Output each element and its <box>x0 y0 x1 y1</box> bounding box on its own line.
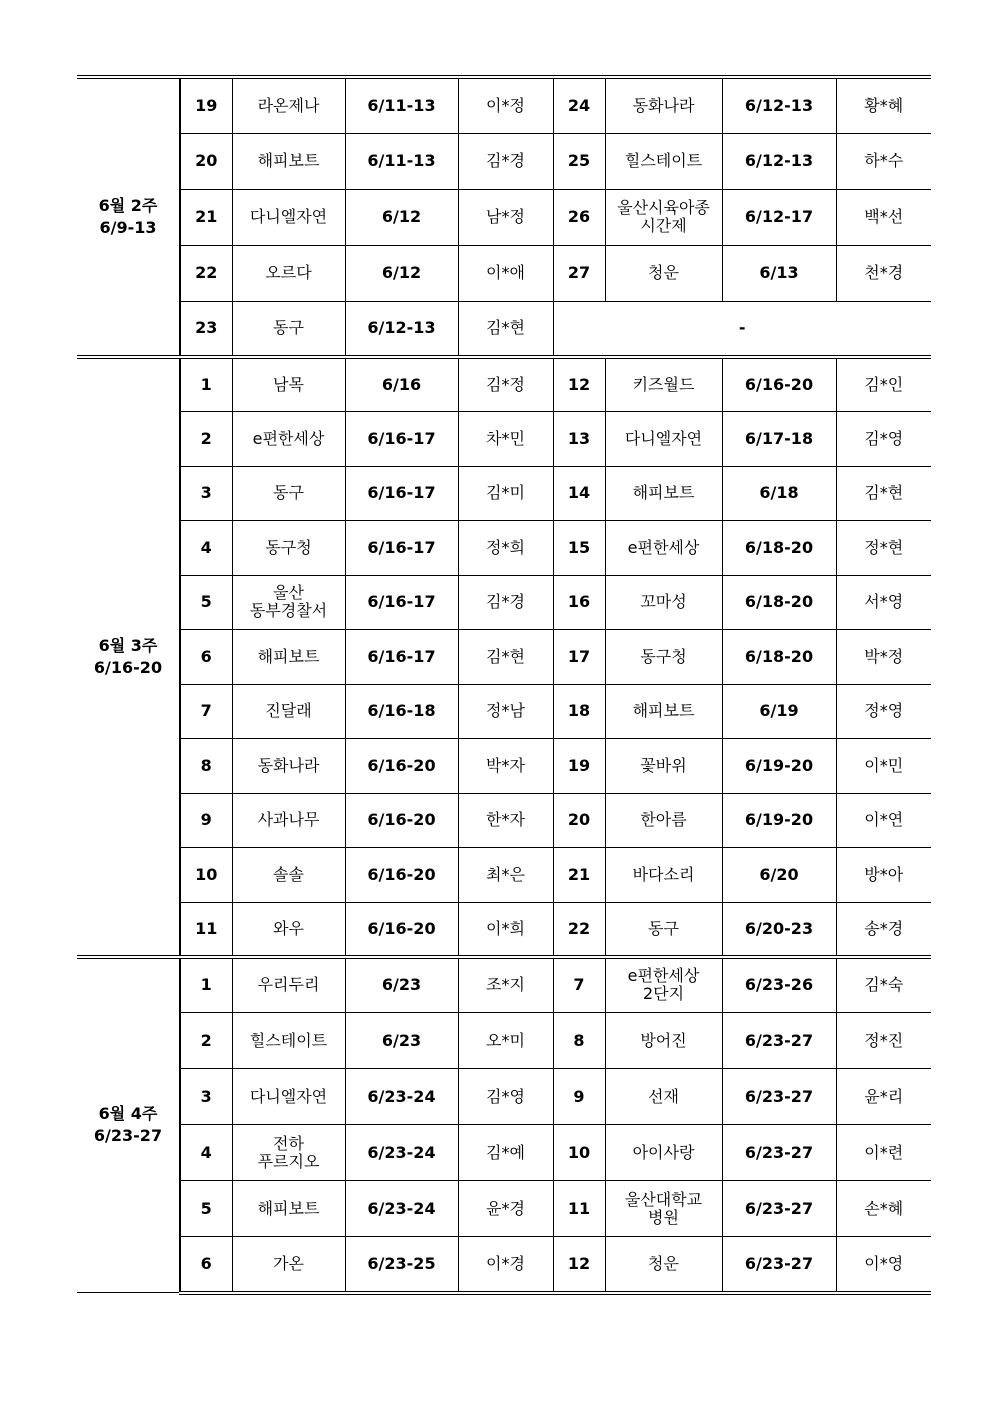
row-number: 19 <box>180 77 232 133</box>
institution-name: 다니엘자연 <box>232 1069 345 1125</box>
person-name: 오*미 <box>458 1013 553 1069</box>
table-row <box>77 739 931 794</box>
person-name: 김*영 <box>458 1069 553 1125</box>
table-row <box>77 630 931 685</box>
week-label: 6월 3주 <box>98 635 158 655</box>
person-name: 김*미 <box>458 466 553 521</box>
visit-dates: 6/19-20 <box>722 793 836 848</box>
person-name: 윤*경 <box>458 1181 553 1237</box>
institution-name: 동구청 <box>605 630 722 685</box>
week-dates: 6/16-20 <box>93 657 163 677</box>
visit-dates: 6/23-24 <box>345 1181 458 1237</box>
table-row <box>77 77 931 133</box>
person-name: 김*현 <box>836 466 931 521</box>
person-name: 박*자 <box>458 739 553 794</box>
row-number: 15 <box>553 521 605 576</box>
visit-dates: 6/12 <box>345 189 458 245</box>
visit-dates: 6/23-27 <box>722 1181 836 1237</box>
person-name: 정*남 <box>458 684 553 739</box>
institution-name: 동구청 <box>232 521 345 576</box>
table-row <box>77 133 931 189</box>
row-number: 2 <box>180 1013 232 1069</box>
row-number: 10 <box>553 1125 605 1181</box>
table-row <box>77 1069 931 1125</box>
institution-name: 청운 <box>605 1237 722 1293</box>
visit-dates: 6/12-13 <box>722 133 836 189</box>
table-row <box>77 1237 931 1293</box>
row-number: 11 <box>180 902 232 957</box>
institution-name: 남목 <box>232 357 345 412</box>
institution-name: 동화나라 <box>605 77 722 133</box>
person-name: 김*영 <box>836 412 931 467</box>
institution-name: 선재 <box>605 1069 722 1125</box>
table-row <box>77 957 931 1013</box>
row-number: 10 <box>180 848 232 903</box>
visit-dates: 6/23-27 <box>722 1237 836 1293</box>
visit-dates: 6/12-13 <box>345 301 458 357</box>
week-section <box>77 77 931 357</box>
row-number: 7 <box>553 957 605 1013</box>
person-name: 남*정 <box>458 189 553 245</box>
person-name: 한*자 <box>458 793 553 848</box>
institution-name: 해피보트 <box>232 1181 345 1237</box>
visit-dates: 6/12 <box>345 245 458 301</box>
visit-dates: 6/16-20 <box>345 902 458 957</box>
week-section <box>77 957 931 1293</box>
row-number: 17 <box>553 630 605 685</box>
person-name: 윤*리 <box>836 1069 931 1125</box>
institution-name: 해피보트 <box>232 630 345 685</box>
institution-name: e편한세상 <box>605 521 722 576</box>
person-name: 김*현 <box>458 630 553 685</box>
institution-name: 다니엘자연 <box>232 189 345 245</box>
person-name: 황*혜 <box>836 77 931 133</box>
institution-name: 해피보트 <box>232 133 345 189</box>
row-number: 12 <box>553 357 605 412</box>
institution-name: 바다소리 <box>605 848 722 903</box>
row-number: 7 <box>180 684 232 739</box>
person-name: 송*경 <box>836 902 931 957</box>
row-number: 14 <box>553 466 605 521</box>
person-name: 이*희 <box>458 902 553 957</box>
institution-name: 동구 <box>232 301 345 357</box>
institution-name: 동구 <box>605 902 722 957</box>
visit-dates: 6/23-27 <box>722 1125 836 1181</box>
person-name: 최*은 <box>458 848 553 903</box>
visit-dates: 6/11-13 <box>345 77 458 133</box>
week-label-cell <box>77 77 180 357</box>
visit-dates: 6/18-20 <box>722 630 836 685</box>
row-number: 3 <box>180 466 232 521</box>
visit-dates: 6/16-20 <box>722 357 836 412</box>
row-number: 6 <box>180 1237 232 1293</box>
institution-name: 오르다 <box>232 245 345 301</box>
row-number: 2 <box>180 412 232 467</box>
row-number: 11 <box>553 1181 605 1237</box>
visit-dates: 6/18-20 <box>722 575 836 630</box>
institution-name: 우리두리 <box>232 957 345 1013</box>
institution-name: 라온제나 <box>232 77 345 133</box>
person-name: 이*애 <box>458 245 553 301</box>
person-name: 김*현 <box>458 301 553 357</box>
person-name: 이*연 <box>836 793 931 848</box>
visit-dates: 6/17-18 <box>722 412 836 467</box>
institution-name: 키즈월드 <box>605 357 722 412</box>
week-label: 6월 4주 <box>98 1104 158 1124</box>
row-number: 24 <box>553 77 605 133</box>
row-number: 8 <box>553 1013 605 1069</box>
visit-dates: 6/11-13 <box>345 133 458 189</box>
visit-dates: 6/23-24 <box>345 1125 458 1181</box>
row-number: 22 <box>553 902 605 957</box>
person-name: 김*숙 <box>836 957 931 1013</box>
table-row <box>77 521 931 576</box>
week-label-cell <box>77 957 180 1293</box>
institution-name: 꽃바위 <box>605 739 722 794</box>
row-number: 12 <box>553 1237 605 1293</box>
person-name: 이*영 <box>836 1237 931 1293</box>
table-row <box>77 1013 931 1069</box>
row-number: 21 <box>180 189 232 245</box>
person-name: 김*경 <box>458 133 553 189</box>
person-name: 천*경 <box>836 245 931 301</box>
visit-dates: 6/16-20 <box>345 739 458 794</box>
person-name: 김*정 <box>458 357 553 412</box>
row-number: 18 <box>553 684 605 739</box>
empty-cell: - <box>553 301 931 357</box>
person-name: 김*경 <box>458 575 553 630</box>
row-number: 3 <box>180 1069 232 1125</box>
visit-dates: 6/16-17 <box>345 521 458 576</box>
institution-name: 힐스테이트 <box>232 1013 345 1069</box>
person-name: 김*예 <box>458 1125 553 1181</box>
row-number: 1 <box>180 957 232 1013</box>
row-number: 5 <box>180 575 232 630</box>
institution-name: 진달래 <box>232 684 345 739</box>
institution-name: 해피보트 <box>605 466 722 521</box>
institution-name: 가온 <box>232 1237 345 1293</box>
table-row <box>77 793 931 848</box>
person-name: 손*혜 <box>836 1181 931 1237</box>
visit-dates: 6/16-17 <box>345 412 458 467</box>
row-number: 8 <box>180 739 232 794</box>
visit-dates: 6/18 <box>722 466 836 521</box>
person-name: 조*지 <box>458 957 553 1013</box>
institution-name: 울산시육아종 시간제 <box>605 189 722 245</box>
institution-name: 사과나무 <box>232 793 345 848</box>
table-row <box>77 357 931 412</box>
table-row <box>77 301 931 357</box>
person-name: 서*영 <box>836 575 931 630</box>
table-row <box>77 902 931 957</box>
row-number: 4 <box>180 1125 232 1181</box>
institution-name: e편한세상 2단지 <box>605 957 722 1013</box>
visit-dates: 6/12-13 <box>722 77 836 133</box>
institution-name: 한아름 <box>605 793 722 848</box>
week-dates: 6/9-13 <box>99 218 157 237</box>
schedule-table <box>77 75 931 1295</box>
row-number: 5 <box>180 1181 232 1237</box>
visit-dates: 6/23-26 <box>722 957 836 1013</box>
person-name: 정*현 <box>836 521 931 576</box>
institution-name: 다니엘자연 <box>605 412 722 467</box>
person-name: 정*영 <box>836 684 931 739</box>
table-row <box>77 575 931 630</box>
row-number: 4 <box>180 521 232 576</box>
person-name: 하*수 <box>836 133 931 189</box>
person-name: 김*인 <box>836 357 931 412</box>
visit-dates: 6/23 <box>345 957 458 1013</box>
table-row <box>77 1125 931 1181</box>
institution-name: 동화나라 <box>232 739 345 794</box>
week-label: 6월 2주 <box>98 196 158 215</box>
visit-dates: 6/23-27 <box>722 1013 836 1069</box>
visit-dates: 6/20 <box>722 848 836 903</box>
table-row <box>77 848 931 903</box>
visit-dates: 6/20-23 <box>722 902 836 957</box>
row-number: 26 <box>553 189 605 245</box>
row-number: 27 <box>553 245 605 301</box>
row-number: 20 <box>180 133 232 189</box>
row-number: 19 <box>553 739 605 794</box>
row-number: 6 <box>180 630 232 685</box>
institution-name: 솔솔 <box>232 848 345 903</box>
institution-name: e편한세상 <box>232 412 345 467</box>
visit-dates: 6/16-18 <box>345 684 458 739</box>
row-number: 13 <box>553 412 605 467</box>
institution-name: 해피보트 <box>605 684 722 739</box>
institution-name: 전하 푸르지오 <box>232 1125 345 1181</box>
institution-name: 울산대학교 병원 <box>605 1181 722 1237</box>
visit-dates: 6/16-17 <box>345 575 458 630</box>
institution-name: 동구 <box>232 466 345 521</box>
institution-name: 울산 동부경찰서 <box>232 575 345 630</box>
institution-name: 힐스테이트 <box>605 133 722 189</box>
table-row <box>77 412 931 467</box>
week-section <box>77 357 931 957</box>
row-number: 20 <box>553 793 605 848</box>
person-name: 정*희 <box>458 521 553 576</box>
visit-dates: 6/18-20 <box>722 521 836 576</box>
visit-dates: 6/16 <box>345 357 458 412</box>
institution-name: 꼬마성 <box>605 575 722 630</box>
table-row <box>77 466 931 521</box>
table-row <box>77 684 931 739</box>
institution-name: 방어진 <box>605 1013 722 1069</box>
visit-dates: 6/16-17 <box>345 466 458 521</box>
person-name: 방*아 <box>836 848 931 903</box>
institution-name: 아이사랑 <box>605 1125 722 1181</box>
visit-dates: 6/16-20 <box>345 848 458 903</box>
person-name: 박*정 <box>836 630 931 685</box>
visit-dates: 6/19-20 <box>722 739 836 794</box>
visit-dates: 6/16-17 <box>345 630 458 685</box>
row-number: 9 <box>180 793 232 848</box>
visit-dates: 6/12-17 <box>722 189 836 245</box>
table-row <box>77 189 931 245</box>
row-number: 22 <box>180 245 232 301</box>
row-number: 9 <box>553 1069 605 1125</box>
table-row <box>77 1181 931 1237</box>
person-name: 이*련 <box>836 1125 931 1181</box>
person-name: 이*정 <box>458 77 553 133</box>
row-number: 25 <box>553 133 605 189</box>
row-number: 21 <box>553 848 605 903</box>
visit-dates: 6/23-25 <box>345 1237 458 1293</box>
person-name: 이*경 <box>458 1237 553 1293</box>
visit-dates: 6/13 <box>722 245 836 301</box>
table-row <box>77 245 931 301</box>
person-name: 백*선 <box>836 189 931 245</box>
row-number: 16 <box>553 575 605 630</box>
person-name: 차*민 <box>458 412 553 467</box>
visit-dates: 6/16-20 <box>345 793 458 848</box>
institution-name: 청운 <box>605 245 722 301</box>
visit-dates: 6/19 <box>722 684 836 739</box>
visit-dates: 6/23-27 <box>722 1069 836 1125</box>
week-label-cell <box>77 357 180 957</box>
week-dates: 6/23-27 <box>93 1126 163 1146</box>
row-number: 23 <box>180 301 232 357</box>
institution-name: 와우 <box>232 902 345 957</box>
person-name: 정*진 <box>836 1013 931 1069</box>
visit-dates: 6/23-24 <box>345 1069 458 1125</box>
row-number: 1 <box>180 357 232 412</box>
visit-dates: 6/23 <box>345 1013 458 1069</box>
person-name: 이*민 <box>836 739 931 794</box>
